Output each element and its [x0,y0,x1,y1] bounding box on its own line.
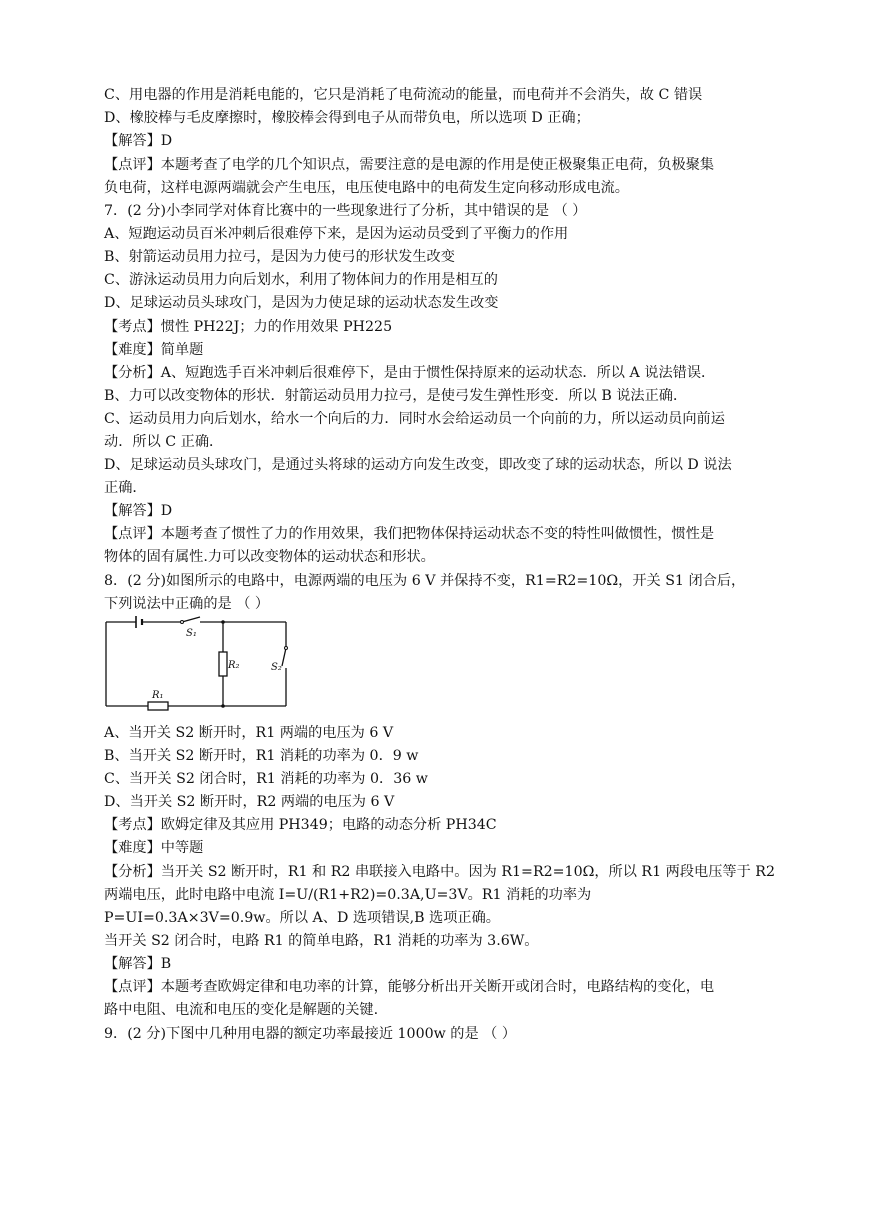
text-line: 【点评】本题考查欧姆定律和电功率的计算，能够分析出开关断开或闭合时，电路结构的变化，电 [104,979,715,995]
text-line: 下列说法中正确的是 （ ） [104,596,270,612]
text-line: 【分析】A、短跑选手百米冲刺后很难停下，是由于惯性保持原来的运动状态．所以 A 说法错误． [104,365,716,381]
text-line: 两端电压，此时电路中电流 I=U/(R1+R2)=0.3A,U=3V。R1 消耗的功率为 [104,887,592,903]
text-line: D、当开关 S2 断开时，R2 两端的电压为 6 V [104,794,395,810]
circuit-diagram [100,614,300,714]
text-line: 【分析】当开关 S2 断开时，R1 和 R2 串联接入电路中。因为 R1=R2=10Ω，所以 R1 两段电压等于 R2 [104,864,775,880]
text-line: A、短跑运动员百米冲刺后很难停下来，是因为运动员受到了平衡力的作用 [104,226,569,242]
text-line: 【考点】欧姆定律及其应用 PH349；电路的动态分析 PH34C [104,817,497,833]
text-line: 【点评】本题考查了惯性了力的作用效果，我们把物体保持运动状态不变的特性叫做惯性，惯性是 [104,526,715,542]
text-line: C、运动员用力向后划水，给水一个向后的力．同时水会给运动员一个向前的力，所以运动员向前运 [104,411,725,427]
text-line: 【考点】惯性 PH22J；力的作用效果 PH225 [104,319,393,335]
text-line: 7．(2 分)小李同学对体育比赛中的一些现象进行了分析，其中错误的是 （ ） [104,203,587,219]
text-line: C、游泳运动员用力向后划水，利用了物体间力的作用是相互的 [104,272,498,288]
text-line: 【解答】D [104,503,173,519]
text-line: 当开关 S2 闭合时，电路 R1 的简单电路，R1 消耗的功率为 3.6W。 [104,933,539,949]
text-line: A、当开关 S2 断开时，R1 两端的电压为 6 V [104,725,394,741]
text-line: 【点评】本题考查了电学的几个知识点，需要注意的是电源的作用是使正极聚集正电荷，负极聚集 [104,157,715,173]
text-line: P=UI=0.3A×3V=0.9w。所以 A、D 选项错误,B 选项正确。 [104,910,500,926]
text-line: D、足球运动员头球攻门，是因为力使足球的运动状态发生改变 [104,295,499,311]
text-line: 路中电阻、电流和电压的变化是解题的关键. [104,1002,379,1018]
label-s2: S₂ [271,662,282,673]
text-line: 8．(2 分)如图所示的电路中，电源两端的电压为 6 V 并保持不变，R1=R2=10Ω，开关 S1 闭合后， [104,573,746,589]
text-line: C、用电器的作用是消耗电能的，它只是消耗了电荷流动的能量，而电荷并不会消失，故 C 错误 [104,87,703,103]
label-s1: S₁ [186,628,197,639]
label-r1: R₁ [152,690,164,701]
text-line: 负电荷，这样电源两端就会产生电压，电压使电路中的电荷发生定向移动形成电流。 [104,180,629,196]
text-line: 【难度】中等题 [104,840,204,856]
label-r2: R₂ [228,660,240,671]
text-line: 【解答】B [104,956,172,972]
text-line: 【解答】D [104,133,173,149]
text-line: B、射箭运动员用力拉弓，是因为力使弓的形状发生改变 [104,249,455,265]
text-line: B、当开关 S2 断开时，R1 消耗的功率为 0．9 w [104,748,419,764]
text-line: C、当开关 S2 闭合时，R1 消耗的功率为 0．36 w [104,771,428,787]
text-line: B、力可以改变物体的形状．射箭运动员用力拉弓，是使弓发生弹性形变．所以 B 说法正确． [104,388,688,404]
text-line: 【难度】简单题 [104,342,204,358]
text-line: 物体的固有属性.力可以改变物体的运动状态和形状。 [104,549,435,565]
text-line: 正确． [104,480,147,496]
text-line: D、橡胶棒与毛皮摩擦时，橡胶棒会得到电子从而带负电，所以选项 D 正确； [104,110,590,126]
text-line: D、足球运动员头球攻门，是通过头将球的运动方向发生改变，即改变了球的运动状态，所以 D 说法 [104,457,732,473]
text-line: 9．(2 分)下图中几种用电器的额定功率最接近 1000w 的是 （ ） [104,1026,517,1042]
text-line: 动．所以 C 正确． [104,434,224,450]
